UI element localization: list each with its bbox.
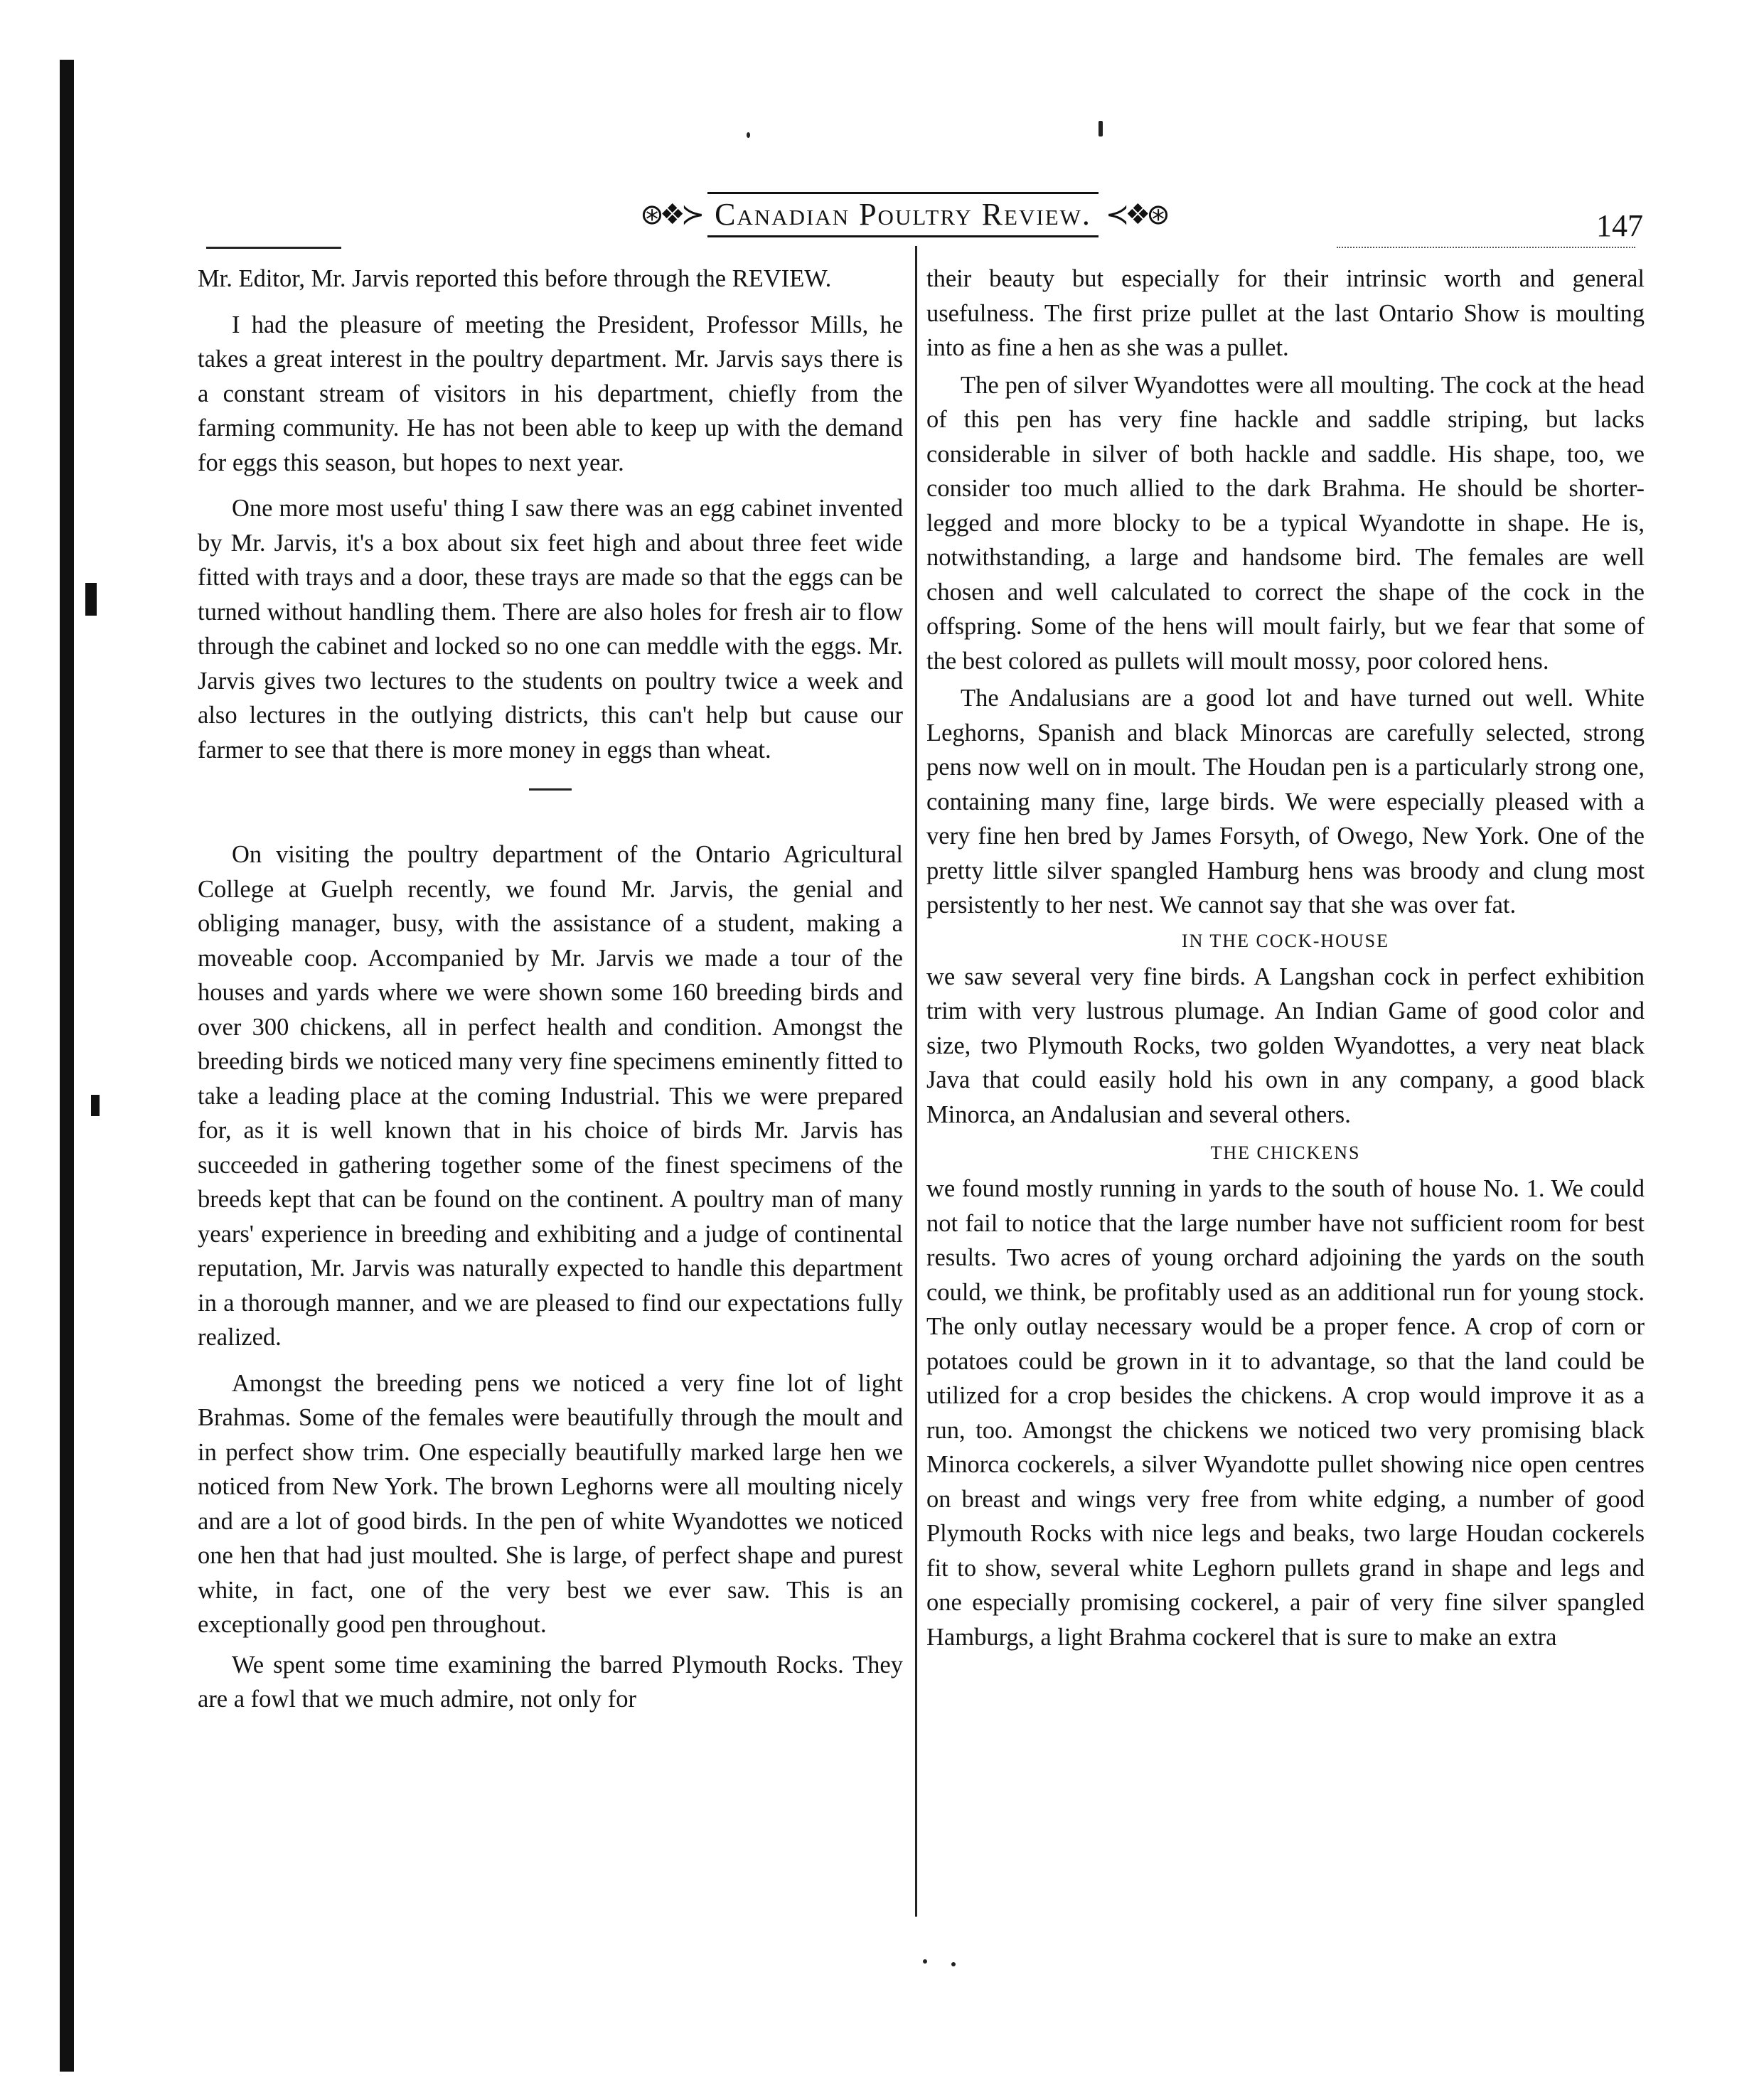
paragraph: One more most usefu' thing I saw there was an egg cabinet invented by Mr. Jarvis, it's a box about six feet high and about three feet wide fitted with trays and a door, these trays are made so that the eggs can be turned without handling them. There are also holes for fresh air to flow through the cabinet and locked so no one can meddle with the eggs. Mr. Jarvis gives two lectures to the students on poultry twice a week and also lectures in the outlying districts, this can't help but cause our farmer to see that there is more money in eggs than wheat. [198, 495, 903, 764]
ornament-right-icon: ≺❖⊛ [1105, 198, 1166, 231]
column-divider [915, 246, 917, 1917]
paragraph: we saw several very fine birds. A Langshan cock in perfect exhibition trim with very lustrous plumage. An Indian Game of good color and size, two Plymouth Rocks, two golden Wyandottes, a very neat black Java that could easily hold his own in any company, a good black Minorca, an Andalusian and several others. [926, 963, 1645, 1128]
section-separator [529, 788, 572, 791]
paragraph: The Andalusians are a good lot and have turned out well. White Leghorns, Spanish and black Minorcas are carefully selected, strong pens now well on in moult. The Houdan pen is a particularly strong one, containing many fine, large birds. We were especially pleased with a very fine hen bred by James Forsyth, of Owego, New York. One of the pretty little silver spangled Hamburg hens was broody and clung most persistently to her nest. We cannot say that she was over fat. [926, 685, 1645, 919]
page-binding-edge [60, 60, 74, 2072]
page-number: 147 [1596, 208, 1643, 243]
paragraph: Amongst the breeding pens we noticed a very fine lot of light Brahmas. Some of the females were beautifully through the moult and in perfect show trim. One especially beautifully marked large hen we noticed from New York. The brown Leghorns were all moulting nicely and are a lot of good birds. In the pen of white Wyandottes we noticed one hen that had just moulted. She is large, of perfect shape and purest white, in fact, one of the very best we ever saw. This is an exceptionally good pen throughout. [198, 1369, 903, 1638]
paragraph: On visiting the poultry department of the Ontario Agricultural College at Guelph recently, we found Mr. Jarvis, the genial and obliging manager, busy, with the assistance of a student, making a moveable coop. Accompanied by Mr. Jarvis we made a tour of the houses and yards where we were shown some 160 breeding birds and over 300 chickens, all in perfect health and condition. Amongst the breeding birds we noticed many very fine specimens eminently fitted to take a leading place at the coming Industrial. This we were prepared for, as it is well known that in his choice of birds Mr. Jarvis has succeeded in gathering together some of the finest specimens of the breeds kept that can be found on the continent. A poultry man of many years' experience in breeding and exhibiting and a judge of continental reputation, Mr. Jarvis was naturally expected to handle this department in a thorough manner, and we are pleased to find our expectations fully realized. [198, 841, 903, 1351]
paragraph: I had the pleasure of meeting the President, Professor Mills, he takes a great interest in the poultry department. Mr. Jarvis says there is a constant stream of visitors in his department, chiefly from the farming community. He has not been able to keep up with the demand for eggs this season, but hopes to next year. [198, 311, 903, 476]
right-column [926, 262, 1645, 1654]
paragraph: We spent some time examining the barred Plymouth Rocks. They are a fowl that we much admire, not only for [198, 1651, 903, 1713]
paragraph: their beauty but especially for their intrinsic worth and general usefulness. The first prize pullet at the last Ontario Show is moulting into as fine a hen as she was a pullet. [926, 265, 1645, 361]
section-heading: IN THE COCK-HOUSE [1181, 930, 1390, 951]
paragraph: Mr. Editor, Mr. Jarvis reported this before through the REVIEW. [198, 265, 832, 292]
header-rule-right [1337, 247, 1635, 248]
scan-speck [1099, 121, 1103, 136]
scan-speck [951, 1962, 956, 1966]
section-heading: THE CHICKENS [1210, 1142, 1361, 1163]
left-column [198, 262, 903, 1717]
binding-tick [85, 583, 97, 616]
paragraph: we found mostly running in yards to the south of house No. 1. We could not fail to notice that the large number have not sufficient room for best results. Two acres of young orchard adjoining the yards on the south could, we think, be profitably used as an additional run for young stock. The only outlay necessary would be a proper fence. A crop of corn or potatoes could be grown in it to advantage, so that the land could be utilized for a crop besides the chickens. A crop would improve it as a run, too. Amongst the chickens we noticed two very promising black Minorca cockerels, a silver Wyandotte pullet showing nice open centres on breast and wings very free from white edging, a number of good Plymouth Rocks with nice legs and beaks, two large Houdan cockerels fit to show, several white Leghorn pullets grand in shape and legs and one especially promising cockerel, a pair of very fine silver spangled Hamburgs, a light Brahma cockerel that is sure to make an extra [926, 1175, 1645, 1651]
binding-tick [91, 1095, 100, 1116]
ornament-left-icon: ⊛❖≻ [640, 198, 701, 231]
scan-speck [747, 132, 750, 138]
header-rule-left [206, 247, 341, 249]
paragraph: The pen of silver Wyandottes were all moulting. The cock at the head of this pen has very fine hackle and saddle striping, but lacks considerable in silver of both hackle and saddle. His shape, too, we consider too much allied to the dark Brahma. He should be shorter-legged and more blocky to be a typical Wyandotte in shape. He is, notwithstanding, a large and handsome bird. The females are well chosen and well calculated to correct the shape of the cock in the offspring. Some of the hens will moult fairly, but we fear that some of the best colored as pullets will moult mossy, poor colored hens. [926, 371, 1645, 675]
journal-title: Canadian Poultry Review. [707, 192, 1099, 237]
scan-speck [923, 1959, 927, 1964]
